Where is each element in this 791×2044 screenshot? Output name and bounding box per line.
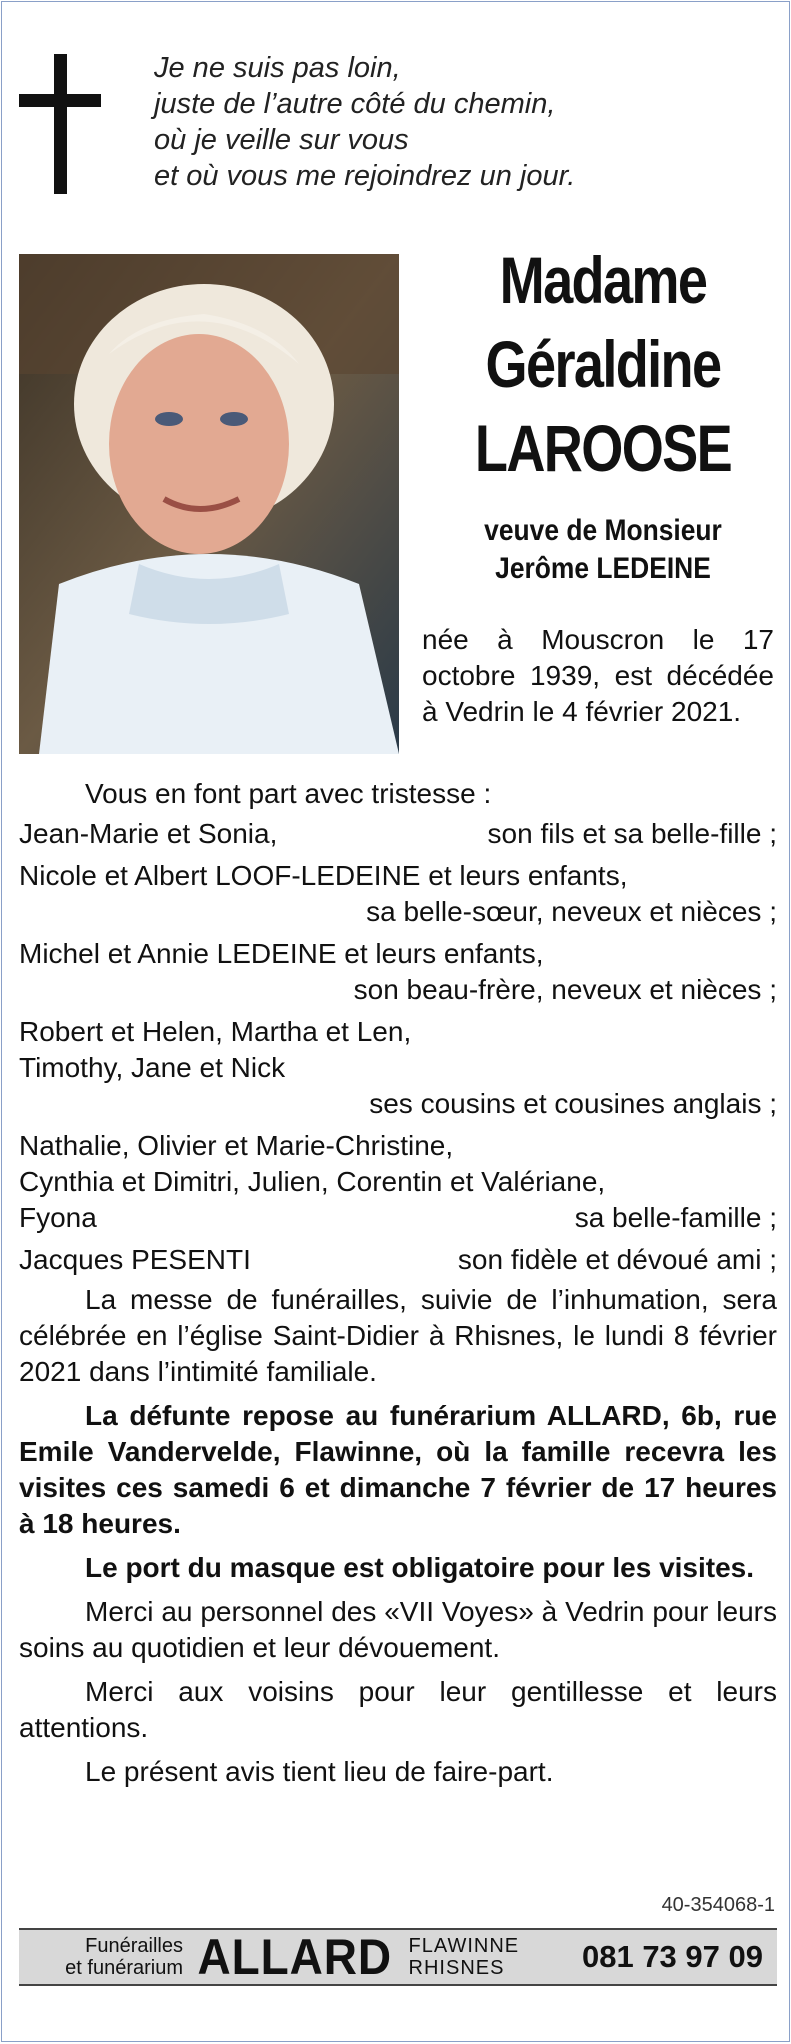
thanks-neighbours-paragraph: Merci aux voisins pour leur gentillesse et leurs attentions.	[19, 1676, 777, 1743]
family-relation: son fils et sa belle-fille ;	[487, 818, 777, 849]
repose-paragraph: La défunte repose au funérarium ALLARD, 6b, rue Emile Vandervelde, Flawinne, où la famille recevra les visites ces samedi 6 et dimanche 7 février de 17 heures à 18 heures.	[19, 1400, 777, 1539]
announce-line: Vous en font part avec tristesse :	[85, 778, 492, 809]
poem-line: juste de l’autre côté du chemin,	[154, 88, 556, 120]
phone-number: 081 73 97 09	[581, 1939, 763, 1974]
family-names: Nicole et Albert LOOF-LEDEINE et leurs enfants,	[19, 860, 628, 891]
family-names: Robert et Helen, Martha et Len,	[19, 1016, 412, 1047]
family-relation: ses cousins et cousines anglais ;	[369, 1088, 777, 1119]
family-names: Jean-Marie et Sonia,	[19, 818, 278, 849]
notice-body	[19, 776, 777, 1790]
family-entry	[19, 936, 777, 1008]
deceased-last-name: LAROOSE	[474, 411, 732, 485]
widow-line: veuve de Monsieur	[484, 514, 722, 547]
widow-of	[439, 512, 766, 588]
funeral-home-banner	[19, 1928, 777, 1986]
birth-death-text: née à Mouscron le 17 octobre 1939, est décédée à Vedrin le 4 février 2021.	[422, 624, 774, 727]
deceased-name	[417, 238, 789, 490]
deceased-title: Madame	[499, 243, 707, 317]
family-names: Timothy, Jane et Nick	[19, 1052, 286, 1083]
portrait-photo	[19, 254, 399, 754]
family-entry	[19, 858, 777, 930]
widow-line: Jerôme LEDEINE	[495, 552, 711, 585]
banner-services	[19, 1935, 189, 1979]
family-names: Michel et Annie LEDEINE et leurs enfants,	[19, 938, 544, 969]
banner-line: Funérailles	[85, 1935, 183, 1957]
banner-line: RHISNES	[408, 1957, 505, 1979]
mask-paragraph: Le port du masque est obligatoire pour les visites.	[85, 1552, 755, 1583]
family-entry	[19, 1242, 777, 1278]
family-relation: sa belle-sœur, neveux et nièces ;	[366, 896, 777, 927]
funeral-home-logo: ALLARD	[197, 1929, 393, 1985]
poem-line: et où vous me rejoindrez un jour.	[154, 160, 576, 192]
banner-line: FLAWINNE	[408, 1935, 520, 1957]
poem	[154, 50, 754, 194]
family-names: Nathalie, Olivier et Marie-Christine,	[19, 1130, 454, 1161]
mass-paragraph: La messe de funérailles, suivie de l’inhumation, sera célébrée en l’église Saint-Didier à Rhisnes, le lundi 8 février 2021 dans l’intimité familiale.	[19, 1284, 777, 1387]
family-entry	[19, 1128, 777, 1236]
family-names: Jacques PESENTI	[19, 1244, 251, 1275]
obituary-notice	[1, 1, 790, 2042]
reference-number: 40-354068-1	[661, 1894, 775, 1916]
family-entry	[19, 1014, 777, 1122]
deceased-first-name: Géraldine	[485, 327, 721, 401]
family-relation: son fidèle et dévoué ami ;	[457, 1244, 777, 1275]
family-relation: sa belle-famille ;	[574, 1202, 777, 1233]
thanks-staff-paragraph: Merci au personnel des «VII Voyes» à Vedrin pour leurs soins au quotidien et leur dévouement.	[19, 1596, 777, 1663]
poem-line: Je ne suis pas loin,	[154, 52, 401, 84]
family-names: Cynthia et Dimitri, Julien, Corentin et Valériane,	[19, 1166, 606, 1197]
poem-line: où je veille sur vous	[154, 124, 409, 156]
family-entry	[19, 816, 777, 852]
family-relation: son beau-frère, neveux et nièces ;	[353, 974, 777, 1005]
closing-line: Le présent avis tient lieu de faire-part.	[85, 1756, 554, 1787]
family-names: Fyona	[19, 1202, 97, 1233]
cross-icon	[19, 54, 101, 194]
banner-line: et funérarium	[65, 1957, 183, 1979]
banner-locations	[401, 1935, 529, 1979]
